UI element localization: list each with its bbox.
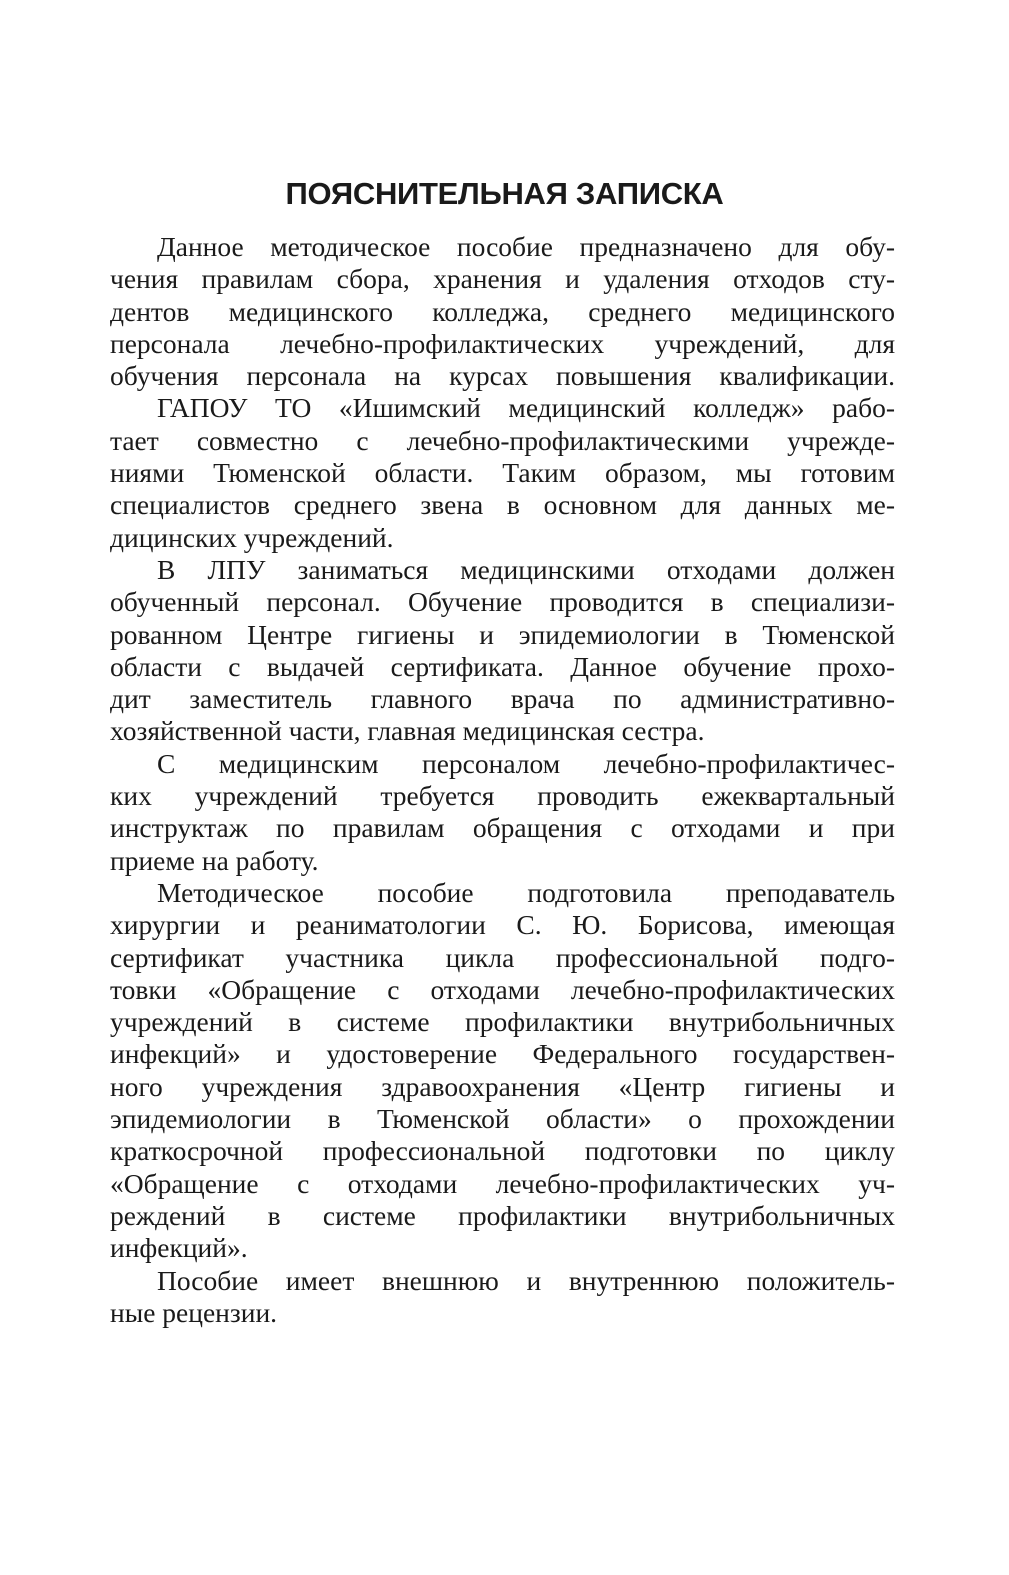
- text-line: С медицинским персоналом лечебно-профилактичес-: [157, 747, 895, 779]
- text-line: дицинских учреждений.: [110, 521, 394, 553]
- paragraph-2: [110, 392, 895, 553]
- text-line: рованном Центре гигиены и эпидемиологии в Тюменской: [110, 618, 895, 650]
- text-line: ные рецензии.: [110, 1296, 278, 1328]
- text-line: специалистов среднего звена в основном для данных ме-: [110, 489, 895, 521]
- text-line: хирургии и реаниматологии С. Ю. Борисова, имеющая: [110, 909, 896, 941]
- text-line: тает совместно с лечебно-профилактическими учрежде-: [110, 424, 895, 456]
- page-title: ПОЯСНИТЕЛЬНАЯ ЗАПИСКА: [285, 176, 724, 211]
- paragraph-6: [110, 1265, 895, 1330]
- text-line: Данное методическое пособие предназначено для обу-: [157, 231, 895, 262]
- text-line: чения правилам сбора, хранения и удаления отходов сту-: [110, 263, 896, 295]
- text-line: эпидемиологии в Тюменской области» о прохождении: [110, 1103, 895, 1135]
- text-line: реждений в системе профилактики внутрибольничных: [110, 1199, 896, 1231]
- text-line: области с выдачей сертификата. Данное обучение прохо-: [110, 650, 895, 682]
- text-line: инструктаж по правилам обращения с отходами и при: [110, 812, 895, 844]
- text-line: обученный персонал. Обучение проводится в специализи-: [110, 586, 896, 618]
- text-line: сертификат участника цикла профессиональной подго-: [110, 941, 895, 973]
- explanatory-note-body: [110, 231, 895, 1329]
- text-line: ного учреждения здравоохранения «Центр гигиены и: [110, 1070, 895, 1102]
- text-line: обучения персонала на курсах повышения квалификации.: [110, 360, 895, 392]
- text-line: инфекций».: [110, 1232, 248, 1264]
- text-line: приеме на работу.: [110, 844, 319, 876]
- paragraph-4: [110, 748, 895, 877]
- text-line: дентов медицинского колледжа, среднего медицинского: [110, 295, 895, 327]
- text-line: ких учреждений требуется проводить ежеквартальный: [110, 780, 895, 812]
- paragraph-1: [110, 231, 895, 392]
- text-line: краткосрочной профессиональной подготовки по циклу: [110, 1135, 895, 1167]
- text-line: ГАПОУ ТО «Ишимский медицинский колледж» рабо-: [157, 392, 895, 424]
- text-line: персонала лечебно-профилактических учреждений, для: [110, 327, 895, 359]
- text-line: «Обращение с отходами лечебно-профилактических уч-: [110, 1167, 895, 1199]
- paragraph-3: [110, 554, 895, 748]
- text-line: учреждений в системе профилактики внутрибольничных: [110, 1006, 895, 1038]
- text-line: Методическое пособие подготовила преподаватель: [157, 876, 896, 908]
- text-line: ниями Тюменской области. Таким образом, мы готовим: [110, 457, 896, 489]
- text-line: хозяйственной части, главная медицинская сестра.: [110, 715, 705, 747]
- text-line: В ЛПУ заниматься медицинскими отходами должен: [157, 553, 896, 585]
- text-line: инфекций» и удостоверение Федерального государствен-: [110, 1038, 895, 1070]
- paragraph-5: [110, 877, 895, 1265]
- text-line: Пособие имеет внешнюю и внутреннюю положитель-: [157, 1264, 895, 1296]
- text-line: товки «Обращение с отходами лечебно-профилактических: [110, 973, 895, 1005]
- text-line: дит заместитель главного врача по административно-: [110, 683, 895, 715]
